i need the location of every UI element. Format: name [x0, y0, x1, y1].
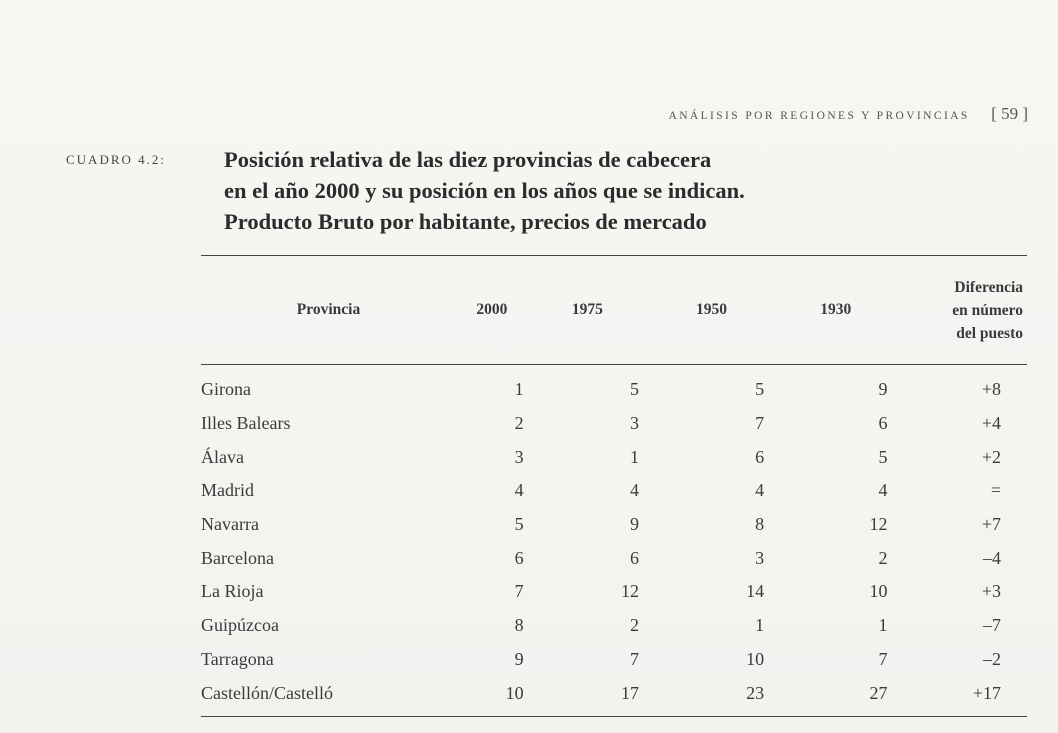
cell-difference: +8: [981, 379, 1001, 400]
cell-1930: 10: [869, 581, 888, 602]
cell-2000: 6: [514, 547, 524, 568]
cell-province: Girona: [201, 379, 251, 400]
province-ranking-table: [201, 255, 1027, 717]
cell-difference: –2: [983, 648, 1001, 669]
cell-2000: 5: [514, 514, 524, 535]
cell-province: Álava: [201, 446, 244, 467]
cell-1975: 5: [629, 379, 639, 400]
cell-1930: 9: [878, 379, 888, 400]
table-row: [201, 474, 1027, 508]
cell-1950: 10: [746, 648, 765, 669]
table-caption-title: [224, 144, 924, 237]
cell-1930: 6: [878, 413, 888, 434]
cell-1930: 1: [878, 615, 888, 636]
cell-province: Tarragona: [201, 648, 274, 669]
cell-2000: 4: [514, 480, 524, 501]
caption-line-1: Posición relativa de las diez provincias de cabecera: [224, 147, 712, 172]
cell-difference: +2: [981, 446, 1001, 467]
header-1930: 1930: [820, 301, 852, 318]
cell-2000: 1: [514, 379, 524, 400]
header-2000: 2000: [476, 301, 508, 318]
header-difference-line-3: del puesto: [956, 324, 1023, 342]
page-number: [ 59 ]: [991, 104, 1028, 123]
cell-province: Castellón/Castelló: [201, 682, 333, 703]
running-header-title: ANÁLISIS POR REGIONES Y PROVINCIAS: [668, 110, 970, 122]
cell-1975: 12: [620, 581, 639, 602]
caption-line-2: en el año 2000 y su posición en los años que se indican.: [224, 178, 745, 203]
cell-1950: 14: [746, 581, 765, 602]
cell-1975: 2: [629, 615, 639, 636]
header-1975: 1975: [571, 301, 603, 318]
cell-2000: 10: [505, 682, 524, 703]
table-row: [201, 609, 1027, 643]
cell-1930: 7: [878, 648, 888, 669]
cell-province: Guipúzcoa: [201, 615, 279, 636]
cell-1975: 17: [620, 682, 639, 703]
table-row: [201, 676, 1027, 716]
cell-2000: 2: [514, 413, 524, 434]
header-difference-line-1: Diferencia: [954, 278, 1023, 296]
cell-difference: +4: [981, 413, 1001, 434]
cell-1930: 4: [878, 480, 888, 501]
cell-difference: =: [990, 480, 1001, 501]
cell-province: Navarra: [201, 514, 259, 535]
table-row: [201, 365, 1027, 407]
cell-1950: 8: [755, 514, 765, 535]
cell-1950: 5: [755, 379, 765, 400]
cell-1950: 23: [746, 682, 765, 703]
cell-1950: 7: [755, 413, 765, 434]
cell-province: Madrid: [201, 480, 254, 501]
cell-1950: 1: [755, 615, 765, 636]
header-province: Provincia: [296, 301, 361, 318]
cell-1975: 1: [629, 446, 639, 467]
caption-line-3: Producto Bruto por habitante, precios de mercado: [224, 209, 707, 234]
cell-1930: 5: [878, 446, 888, 467]
table-row: [201, 575, 1027, 609]
cell-2000: 9: [514, 648, 524, 669]
cell-1930: 27: [869, 682, 888, 703]
header-1950: 1950: [696, 301, 728, 318]
cell-1975: 3: [629, 413, 639, 434]
table-caption-label: CUADRO 4.2:: [66, 152, 167, 167]
cell-1930: 12: [869, 514, 888, 535]
cell-1950: 4: [755, 480, 765, 501]
table-row: [201, 407, 1027, 441]
cell-1950: 6: [755, 446, 765, 467]
header-difference: [895, 256, 1027, 365]
table-row: [201, 508, 1027, 542]
cell-1975: 6: [629, 547, 639, 568]
table-row: [201, 440, 1027, 474]
cell-1975: 7: [629, 648, 639, 669]
header-difference-line-2: en número: [952, 301, 1023, 319]
cell-province: Illes Balears: [201, 413, 291, 434]
cell-1975: 9: [629, 514, 639, 535]
cell-difference: +3: [981, 581, 1001, 602]
cell-2000: 3: [514, 446, 524, 467]
cell-province: La Rioja: [201, 581, 264, 602]
table-row: [201, 643, 1027, 677]
cell-1930: 2: [878, 547, 888, 568]
table-header-row: [201, 256, 1027, 365]
cell-1950: 3: [755, 547, 765, 568]
cell-1975: 4: [629, 480, 639, 501]
cell-difference: +17: [972, 682, 1001, 703]
table-row: [201, 541, 1027, 575]
running-header: [668, 104, 1028, 124]
cell-2000: 7: [514, 581, 524, 602]
cell-difference: +7: [981, 514, 1001, 535]
cell-difference: –4: [983, 547, 1001, 568]
cell-2000: 8: [514, 615, 524, 636]
cell-province: Barcelona: [201, 547, 274, 568]
cell-difference: –7: [983, 615, 1001, 636]
table-body: [201, 365, 1027, 717]
